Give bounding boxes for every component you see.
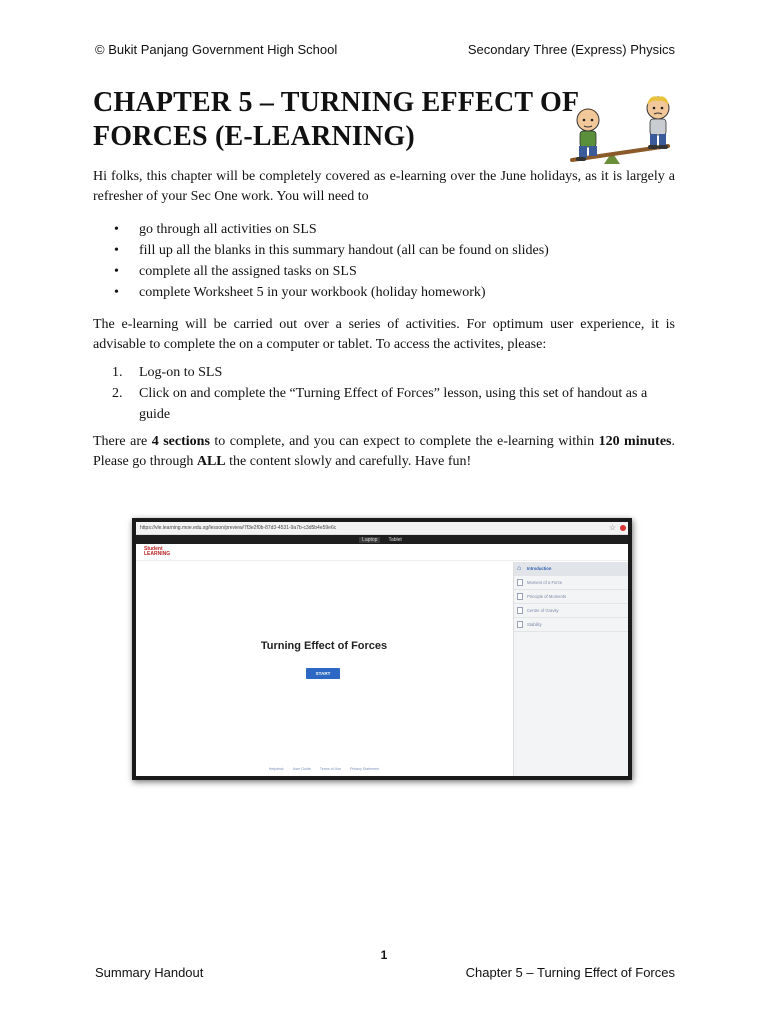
record-icon xyxy=(620,525,626,531)
footer-link: Terms of Use xyxy=(319,767,342,771)
lesson-sections-sidebar xyxy=(513,562,628,776)
steps-list xyxy=(93,362,675,425)
section-item xyxy=(514,590,628,604)
browser-screen xyxy=(136,522,628,776)
section-item xyxy=(514,604,628,618)
logo-line: LEARNING xyxy=(144,551,171,557)
seesaw-kids-clipart xyxy=(564,94,682,176)
step-item xyxy=(93,383,675,425)
task-item: • go through all activities on SLS xyxy=(93,219,675,240)
sections-paragraph xyxy=(93,432,675,472)
section-label: Moment of a Force xyxy=(527,580,563,585)
section-label: Centre of Gravity xyxy=(527,608,559,613)
device-laptop: Laptop xyxy=(359,537,380,543)
section-item xyxy=(514,562,628,576)
address-bar xyxy=(136,522,628,535)
page-number: 1 xyxy=(380,948,388,962)
header-course: Secondary Three (Express) Physics xyxy=(467,42,675,57)
access-paragraph: The e-learning will be carried out over a series of activities. For optimum user experience, it is advisable to complete the on a computer or tablet. To access the activites, please: xyxy=(93,317,675,352)
step-item xyxy=(93,362,675,383)
brand-bar xyxy=(136,544,628,561)
header-school: © Bukit Panjang Government High School xyxy=(95,42,338,57)
logo-line: Student xyxy=(144,546,163,552)
footer-link: Helpdesk xyxy=(268,767,284,771)
section-item xyxy=(514,576,628,590)
page-icon xyxy=(517,621,523,628)
text-run: There are xyxy=(93,434,152,449)
text-run: the content slowly and carefully. Have fun! xyxy=(225,454,472,469)
section-item xyxy=(514,618,628,632)
start-button: START xyxy=(306,668,340,679)
device-tablet: Tablet xyxy=(388,536,402,543)
lesson-title: Turning Effect of Forces xyxy=(260,640,388,652)
step-number: 1. xyxy=(112,365,123,380)
step-number: 2. xyxy=(112,386,123,401)
footer-link: Privacy Statement xyxy=(350,767,380,771)
page-icon xyxy=(517,593,523,600)
step-text: Click on and complete the “Turning Effect of Forces” lesson, using this set of handout as a guide xyxy=(139,386,648,422)
footer-doc-type: Summary Handout xyxy=(95,965,204,980)
task-item: • complete all the assigned tasks on SLS xyxy=(93,261,675,282)
task-item: • fill up all the blanks in this summary handout (all can be found on slides) xyxy=(93,240,675,261)
footer-chapter: Chapter 5 – Turning Effect of Forces xyxy=(465,965,675,980)
text-run: . Please go through xyxy=(93,434,676,469)
lesson-footer-links xyxy=(136,767,512,771)
address-url: https://vle.learning.moe.edu.sg/lesson/preview/7f3e2f0b-87d3-4531-9a7b-c3d5b4e59e6c xyxy=(140,525,337,531)
sls-logo xyxy=(144,547,170,557)
task-list xyxy=(93,219,675,303)
sls-lesson-screenshot xyxy=(132,518,632,780)
home-icon: ⌂ xyxy=(517,564,522,572)
lesson-main xyxy=(136,562,512,776)
running-footer xyxy=(95,965,675,980)
step-text: Log-on to SLS xyxy=(139,365,223,380)
emphasis-all: ALL xyxy=(196,454,226,469)
chapter-title: CHAPTER 5 – TURNING EFFECT OF FORCES (E-LEARNING) xyxy=(93,87,579,152)
section-label: Principle of Moments xyxy=(527,594,567,599)
task-item: • complete Worksheet 5 in your workbook (holiday homework) xyxy=(93,282,675,303)
running-header xyxy=(95,42,675,57)
page-icon xyxy=(517,579,523,586)
footer-link: User Guide xyxy=(292,767,311,771)
section-label: Introduction xyxy=(527,566,552,571)
duration: 120 minutes xyxy=(598,434,672,449)
page-icon xyxy=(517,607,523,614)
device-toggle-bar xyxy=(136,535,628,544)
intro-paragraph: Hi folks, this chapter will be completely covered as e-learning over the June holidays, as it is largely a refresher of your Sec One work. You will need to xyxy=(93,169,675,204)
star-icon: ☆ xyxy=(608,523,616,532)
section-label: Stability xyxy=(527,622,542,627)
text-run: to complete, and you can expect to complete the e-learning within xyxy=(209,434,599,449)
sections-count: 4 sections xyxy=(151,434,210,449)
